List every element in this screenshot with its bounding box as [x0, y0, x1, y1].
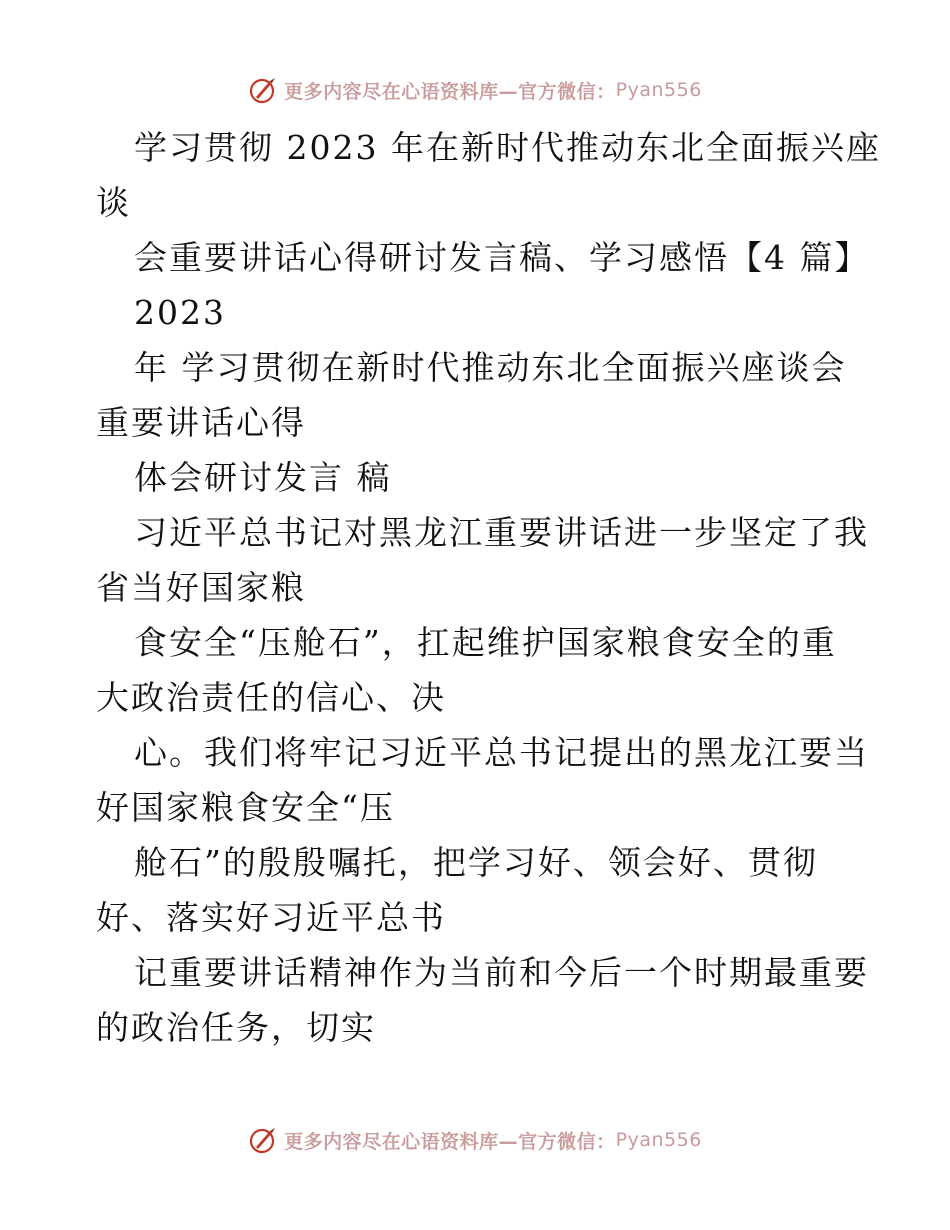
- document-body: [96, 120, 881, 1055]
- watermark-footer: [0, 1120, 950, 1160]
- text-line: 重要讲话心得: [96, 403, 306, 442]
- text-line: 好、落实好习近平总书: [96, 898, 446, 937]
- text-line: 舱石”的殷殷嘱托，把学习好、领会好、贯彻: [134, 843, 818, 882]
- quill-logo-icon: [248, 1125, 278, 1155]
- text-line: 会重要讲话心得研讨发言稿、学习感悟【4 篇】: [134, 238, 870, 277]
- text-line: 体会研讨发言 稿: [134, 458, 392, 497]
- text-line: 2023: [134, 293, 226, 332]
- text-line: 习近平总书记对黑龙江重要讲话进一步坚定了我: [134, 513, 869, 552]
- watermark-text: 更多内容尽在心语资料库—官方微信：: [284, 80, 616, 103]
- watermark-handle: Pyan556: [615, 1129, 702, 1151]
- text-line: 食安全“压舱石”，扛起维护国家粮食安全的重: [134, 623, 837, 662]
- watermark-handle: Pyan556: [615, 79, 702, 101]
- text-line: 大政治责任的信心、决: [96, 678, 446, 717]
- watermark-header: [0, 70, 950, 110]
- watermark-text: 更多内容尽在心语资料库—官方微信：: [284, 1130, 616, 1153]
- quill-logo-icon: [248, 75, 278, 105]
- text-line: 省当好国家粮: [96, 568, 306, 607]
- text-line: 学习贯彻 2023 年在新时代推动东北全面振兴座: [134, 128, 881, 167]
- text-line: 心。我们将牢记习近平总书记提出的黑龙江要当: [134, 733, 869, 772]
- text-line: 年 学习贯彻在新时代推动东北全面振兴座谈会: [134, 348, 847, 387]
- text-line: 的政治任务，切实: [96, 1008, 376, 1047]
- text-line: 记重要讲话精神作为当前和今后一个时期最重要: [134, 953, 869, 992]
- text-line: 谈: [96, 183, 131, 222]
- text-line: 好国家粮食安全“压: [96, 788, 395, 827]
